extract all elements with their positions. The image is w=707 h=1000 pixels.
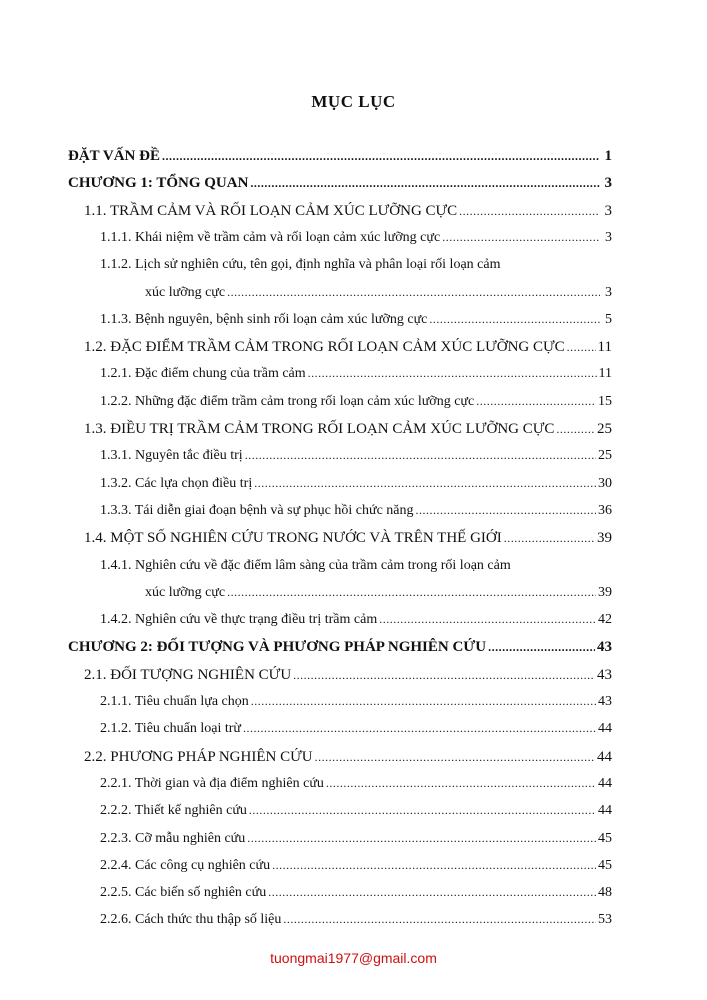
toc-entry-title: 2.2.1. Thời gian và địa điểm nghiên cứu: [100, 775, 324, 791]
toc-entry-title: 1.2.2. Những đặc điểm trầm cảm trong rối loạn cảm xúc lưỡng cực: [100, 393, 475, 409]
toc-dot-leader: [379, 612, 596, 627]
toc-page-number: 25: [598, 448, 612, 464]
toc-dot-leader: [268, 885, 596, 900]
toc-entry-row: [84, 203, 612, 220]
toc-entry-title: 2.2.4. Các công cụ nghiên cứu: [100, 857, 271, 873]
toc-dot-leader: [476, 394, 596, 409]
toc-page-number: 30: [598, 475, 612, 491]
toc-page-number: 39: [598, 584, 612, 600]
toc-entry-title: 1.1.1. Khái niệm về trầm cảm và rối loạn cảm xúc lưỡng cực: [100, 229, 441, 245]
toc-entry-row: [84, 421, 612, 438]
toc-page-number: 5: [605, 311, 612, 327]
toc-entry-row: [100, 230, 612, 246]
toc-entry-title: 1.1.3. Bệnh nguyên, bệnh sinh rối loạn cảm xúc lưỡng cực: [100, 311, 428, 327]
toc-dot-leader: [245, 448, 596, 463]
toc-entry-row: [100, 394, 612, 410]
toc-entry-row: [100, 831, 612, 847]
toc-page-number: 43: [597, 666, 612, 683]
toc-entry-title: 1.4.2. Nghiên cứu về thực trạng điều trị trầm cảm: [100, 612, 378, 628]
toc-page-number: 44: [597, 748, 612, 765]
toc-dot-leader: [254, 476, 596, 491]
toc-page-number: 53: [598, 912, 612, 928]
toc-page-number: 43: [597, 639, 612, 656]
toc-page-number: 15: [598, 393, 612, 409]
toc-entry-title: 2.2.5. Các biến số nghiên cứu: [100, 885, 267, 901]
toc-page-number: 42: [598, 612, 612, 628]
toc-dot-leader: [416, 503, 596, 518]
toc-entry-row: [100, 694, 612, 710]
toc-entry-title: 1.1. TRẦM CẢM VÀ RỐI LOẠN CẢM XÚC LƯỠNG CỰC: [84, 202, 458, 219]
toc-page-number: 43: [598, 694, 612, 709]
toc-dot-leader: [251, 694, 596, 709]
toc-dot-leader: [504, 531, 595, 546]
toc-entry-title: 2.2. PHƯƠNG PHÁP NGHIÊN CỨU: [84, 748, 313, 765]
toc-dot-leader: [459, 204, 600, 219]
toc-entry-row: [100, 803, 612, 819]
toc-page-number: 44: [598, 803, 612, 819]
toc-page-number: 45: [598, 857, 612, 873]
toc-entry-row: [68, 639, 612, 656]
toc-entry-title: 2.1.2. Tiêu chuẩn loại trừ: [100, 721, 241, 737]
toc-entry-row: [84, 339, 612, 356]
toc-entry-title: 1.4.1. Nghiên cứu về đặc điểm lâm sàng của trầm cảm trong rối loạn cảm: [100, 557, 511, 573]
toc-entry-title: CHƯƠNG 1: TỔNG QUAN: [68, 175, 249, 192]
toc-dot-leader: [250, 176, 600, 191]
toc-dot-leader: [567, 340, 596, 355]
toc-entry-row: [100, 912, 612, 928]
toc-entry-title: 1.3.1. Nguyên tắc điều trị: [100, 448, 243, 464]
toc-entry-row: [100, 312, 612, 328]
toc-dot-leader: [293, 668, 595, 683]
toc-entry-title: 2.1.1. Tiêu chuẩn lựa chọn: [100, 694, 249, 709]
toc-entry-row: [100, 476, 612, 492]
toc-page-number: 44: [598, 775, 612, 791]
toc-page-number: 11: [598, 366, 612, 382]
toc-entry-continuation: xúc lưỡng cực: [145, 584, 226, 600]
toc-dot-leader: [488, 640, 595, 655]
toc-dot-leader: [162, 149, 600, 164]
toc-entry-row: [68, 148, 612, 165]
toc-dot-leader: [247, 831, 596, 846]
toc-page-number: 3: [604, 202, 612, 219]
toc-entry-row: [100, 448, 612, 464]
toc-entry-title: 1.2. ĐẶC ĐIỂM TRẦM CẢM TRONG RỐI LOẠN CẢM XÚC LƯỠNG CỰC: [84, 339, 565, 356]
toc-dot-leader: [429, 312, 600, 327]
toc-page-number: 25: [597, 421, 612, 437]
toc-entry-row: [100, 503, 612, 519]
toc-dot-leader: [442, 230, 600, 245]
toc-entry-title: 1.3.3. Tái diễn giai đoạn bệnh và sự phục hồi chức năng: [100, 502, 414, 518]
toc-entry-row: [100, 721, 612, 737]
toc-entry-title: 1.4. MỘT SỐ NGHIÊN CỨU TRONG NƯỚC VÀ TRÊN THẾ GIỚI: [84, 530, 502, 547]
toc-dot-leader: [556, 422, 595, 437]
toc-page-number: 36: [598, 502, 612, 518]
toc-entry-title: 1.2.1. Đặc điểm chung của trầm cảm: [100, 366, 306, 382]
toc-entry-title: 2.2.3. Cỡ mẫu nghiên cứu: [100, 830, 246, 846]
toc-entry-title: CHƯƠNG 2: ĐỐI TƯỢNG VÀ PHƯƠNG PHÁP NGHIÊN CỨU: [68, 639, 487, 656]
toc-heading: MỤC LỤC: [311, 92, 396, 111]
toc-entry-continuation: xúc lưỡng cực: [145, 284, 226, 300]
toc-dot-leader: [283, 912, 596, 927]
toc-entry-row: [84, 749, 612, 766]
toc-entry-continuation-line: [145, 585, 612, 601]
toc-dot-leader: [326, 776, 596, 791]
toc-entry-title: 2.2.2. Thiết kế nghiên cứu: [100, 803, 247, 819]
toc-entry-row: [100, 776, 612, 792]
toc-entry-row: [100, 885, 612, 901]
toc-entry-row: [100, 612, 612, 628]
toc-entry-continuation-line: [145, 285, 612, 301]
toc-entry-title: 1.3.2. Các lựa chọn điều trị: [100, 475, 253, 491]
toc-page-number: 11: [597, 339, 612, 356]
toc-dot-leader: [315, 750, 595, 765]
toc-page-number: 48: [598, 885, 612, 901]
toc-page-number: 45: [598, 830, 612, 846]
toc-dot-leader: [272, 858, 596, 873]
toc-entry-title: 2.1. ĐỐI TƯỢNG NGHIÊN CỨU: [84, 666, 292, 683]
toc-page-number: 3: [604, 175, 612, 192]
toc-entry-row: [84, 530, 612, 547]
footer-email: tuongmai1977@gmail.com: [270, 950, 437, 966]
toc-entry-title: ĐẶT VẤN ĐỀ: [68, 148, 160, 164]
toc-page-number: 3: [605, 229, 612, 245]
toc-entry-row: [84, 667, 612, 684]
toc-entry-title: 1.3. ĐIỀU TRỊ TRẦM CẢM TRONG RỐI LOẠN CẢM XÚC LƯỠNG CỰC: [84, 421, 555, 437]
toc-page-number: 1: [604, 148, 612, 164]
toc-page-number: 44: [598, 721, 612, 737]
toc-entry-title: 1.1.2. Lịch sử nghiên cứu, tên gọi, định nghĩa và phân loại rối loạn cảm: [100, 257, 501, 273]
toc-page-number: 39: [597, 530, 612, 547]
toc-entry-row: [100, 858, 612, 874]
toc-dot-leader: [243, 721, 596, 736]
toc-page-number: 3: [605, 284, 612, 300]
toc-entry-title: 2.2.6. Cách thức thu thập số liệu: [100, 912, 282, 928]
toc-dot-leader: [308, 366, 597, 381]
toc-entry-row: [68, 175, 612, 192]
toc-entry-text: [100, 257, 612, 273]
toc-entry-text: [100, 558, 612, 574]
toc-dot-leader: [227, 285, 600, 300]
toc-entry-row: [100, 366, 612, 382]
toc-dot-leader: [249, 803, 596, 818]
toc-dot-leader: [227, 585, 596, 600]
